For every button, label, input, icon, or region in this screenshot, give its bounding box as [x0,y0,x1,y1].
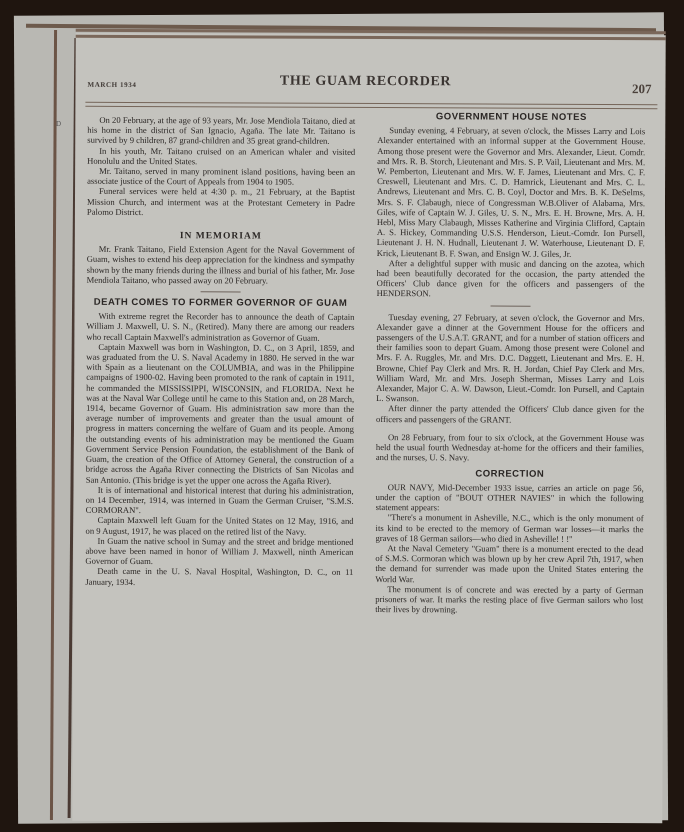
memoriam-heading: IN MEMORIAM [179,231,262,242]
paragraph: Captain Maxwell was born in Washington, D. C., on 3 April, 1859, and was graduated from the U. S. Naval Academy in 1880. He served in the war with Spain as a lieutenant on the COLUMBIA, and was in the Philippine campaigns of 1900-02. Having been promoted to the rank of captain in 1911, he commanded the MISSISSIPPI, WISCONSIN, and FLORIDA. Next he was at the Naval War College until he came to this Station and, on 28 March, 1914, became Governor of Guam. His administration saw more than the average number of improvements and greater than the usual amount of progress in matters concerning the welfare of Guam and its people. Among the outstanding events of his administration may be mentioned the Guam Government Service Pension Foundation, the establishment of the Bank of Guam, the creation of the Office of Attorney General, the construction of a bridge across the Agaña River connecting the Districts of San Nicolas and San Antonio. (This bridge is yet the upper one across the Agaña River). [85,341,355,486]
paragraph: "There's a monument in Asheville, N.C., which is the only monument of its kind to be erected to the memory of German war losses—it marks the graves of 18 German sailors—who died in Asheville! ! !" [375,512,644,544]
publication-title: THE GUAM RECORDER [279,73,452,90]
top-rules [76,29,666,44]
paragraph: On 28 February, from four to six o'clock, at the Government House was held the usual fourth Wednesday at-home for the officers and their families, and the nurses, U. S. Navy. [375,431,644,463]
previous-page-margin-letter: D [56,120,62,128]
paragraph: In Guam the native school in Sumay and the street and bridge mentioned above have been named in honor of William J. Maxwell, ninth American Governor of Guam. [85,535,354,567]
memoriam-text: Mr. Frank Taitano, Field Extension Agent for the Naval Government of Guam, wishes to extend his deep appreciation for the kindness and sympathy shown by the many friends during the illness and burial of his father, Mr. Jose Mendiola Taitano, who passed away on 20 February. [86,244,355,286]
paragraph: It is of international and historical interest that during his administration, on 14 December, 1914, was interned in Guam the German Cruiser, "S.M.S. CORMORAN". [85,484,354,516]
paragraph: Mr. Taitano, served in many prominent island positions, having been an associate justice of the Court of Appeals from 1904 to 1905. [87,165,356,187]
paragraph: At the Naval Cemetery "Guam" there is a monument erected to the dead of S.M.S. Cormoran which was blown up by her crew April 7th, 1917, when the demand for surrender was made upon the United States entering the World War. [375,543,644,584]
gov-house-heading: GOVERNMENT HOUSE NOTES [435,111,587,123]
paragraph: Tuesday evening, 27 February, at seven o'clock, the Governor and Mrs. Alexander gave a dinner at the Government House for the officers and passengers of the U.S.A.T. GRANT, and for a number of station officers and their families soon to depart Guam. Among those present were Colonel and Mrs. F. A. Ruggles, Mr. and Mrs. D.C. Daggett, Lieutenant and Mrs. E. H. Browne, Chief Pay Clerk and Mrs. R. H. Jordan, Chief Pay Clerk and Mrs. William Ward, Mr. and Mrs. Joseph Sherman, Misses Larry and Lois Alexander, Major C. A. W. Dawson, Lieut.-Comdr. Ion Pursell, and Captain L. Swanson. [376,311,645,404]
paragraph: Sunday evening, 4 February, at seven o'clock, the Misses Larry and Lois Alexander entertained with an informal supper at the Government House. Among those present were the Governor and Mrs. Alexander, Lieut. Comdr. and Mrs. R. B. Storch, Lieutenant and Mrs. S. P. Vail, Lieutenant and Mrs. M. W. Pemberton, Lieutenant and Mrs. W. F. James, Lieutenant and Mrs. C. F. Creswell, Lieutenant and Mrs. C. D. Hamrick, Lieutenant and Mrs. C. L. Andrews, Lieutenant and Mrs. C. B. Coyl, Doctor and Mrs. B. K. DeSelms, Mrs. S. F. Clabaugh, niece of Congressman W.B.Oliver of Alabama, Mrs. Giles, wife of Captain W. J. Giles, U. S. N., Mrs. E. H. Browne, Mrs. A. H. Hebl, Miss Mary Clabaugh, Misses Katherine and Virginia Clifford, Captain A. S. Hickey, Commanding U.S.S. Henderson, Lieut.-Comdr. Ion Pursell, Lieutenant J. H. N. Hudnall, Lieutenant J. W. Waterhouse, Lieutenant D. F. Krick, Lieutenant B. F. Swan, and Ensign W. J. Giles, Jr. [376,125,646,259]
paragraph: With extreme regret the Recorder has to announce the death of Captain William J. Maxwell, U. S. N., (Retired). Many there are among our readers who recall Captain Maxwell's administration as Governor of Guam. [86,311,355,343]
paragraph: After dinner the party attended the Officers' Club dance given for the officers and passengers of the GRANT. [376,403,645,425]
paragraph: Death came in the U. S. Naval Hospital, Washington, D. C., on 11 January, 1934. [85,566,354,587]
paragraph: OUR NAVY, Mid-December 1933 issue, carries an article on page 56, under the caption of "BOUT OTHER NAVIES" in which the following statement appears: [375,481,644,513]
page-number: 207 [631,81,652,97]
paragraph: The monument is of concrete and was erected by a party of German prisoners of war. It marks the resting place of five German sailors who lost their lives by drowning. [375,583,644,615]
paragraph: After a delightful supper with music and dancing on the azotea, which had been beautifully decorated for the occasion, the party attended the Officers' Club dance given for the officers and passengers of the HENDERSON. [376,257,645,299]
paragraph: Funeral services were held at 4:30 p. m., 21 February, at the Baptist Mission Church, and interment was at the Protestant Cemetery in Padre Palomo District. [86,186,356,217]
taitano-obituary [87,115,355,218]
newspaper-page [72,33,665,824]
right-column [375,106,645,616]
issue-date: MARCH 1934 [87,80,137,89]
paragraph: On 20 February, at the age of 93 years, Mr. Jose Mendiola Taitano, died at his home in the district of San Ignacio, Agaña. The late Mr. Taitano is survived by 9 children, 87 grand-children and 35 great grand-children. [87,114,356,147]
correction-heading: CORRECTION [475,467,545,480]
paragraph: Captain Maxwell left Guam for the United States on 12 May, 1916, and on 9 August, 1917, he was placed on the retired list of the Navy. [85,515,354,537]
divider [491,305,531,306]
left-column [85,115,355,588]
divider [201,291,241,292]
paragraph: In his youth, Mr. Taitano cruised on an American whaler and visited Honolulu and the United States. [87,145,356,167]
page-header [87,73,652,101]
maxwell-heading: DEATH COMES TO FORMER GOVERNOR OF GUAM [93,296,348,309]
